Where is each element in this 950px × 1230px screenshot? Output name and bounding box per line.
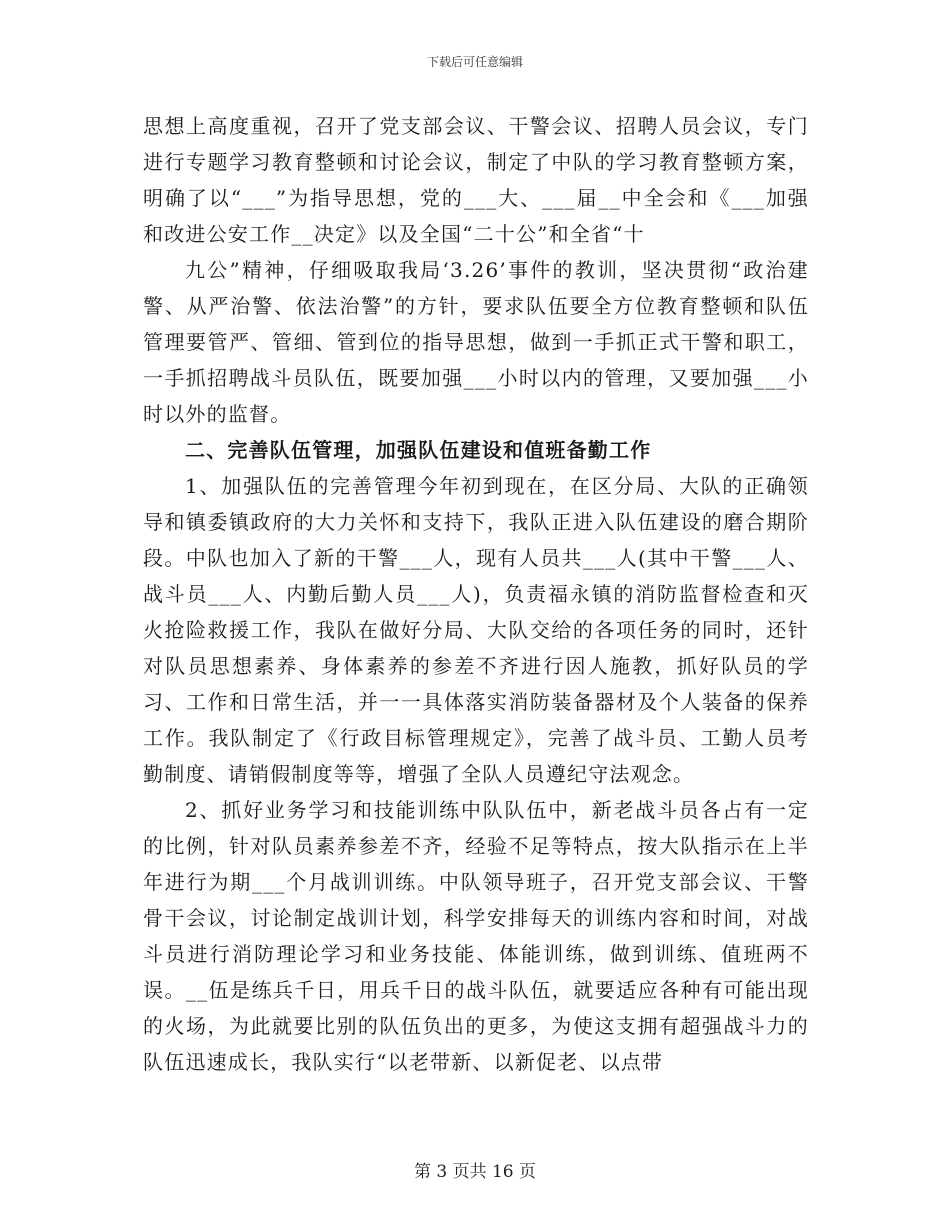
page-number: 第 3 页共 16 页 bbox=[413, 1162, 537, 1182]
document-body bbox=[143, 108, 809, 1080]
paragraph-4: 2、抓好业务学习和技能训练中队队伍中，新老战斗员各占有一定的比例，针对队员素养参差不齐，经验不足等特点，按大队指示在上半年进行为期___个月战训训练。中队领导班子，召开党支部会议、干警骨干会议，讨论制定战训计划，科学安排每天的训练内容和时间，对战斗员进行消防理论学习和业务技能、体能训练，做到训练、值班两不误。__伍是练兵千日，用兵千日的战斗队伍，就要适应各种有可能出现的火场，为此就要比别的队伍负出的更多，为使这支拥有超强战斗力的队伍迅速成长，我队实行“以老带新、以新促老、以点带 bbox=[143, 798, 809, 1074]
section-heading: 二、完善队伍管理，加强队伍建设和值班备勤工作 bbox=[185, 438, 652, 462]
paragraph-1: 思想上高度重视，召开了党支部会议、干警会议、招聘人员会议，专门进行专题学习教育整顿和讨论会议，制定了中队的学习教育整顿方案，明确了以“___”为指导思想，党的___大、___届__中全会和《___加强和改进公安工作__决定》以及全国“二十公”和全省“十 bbox=[143, 114, 809, 246]
paragraph-3: 1、加强队伍的完善管理今年初到现在，在区分局、大队的正确领导和镇委镇政府的大力关怀和支持下，我队正进入队伍建设的磨合期阶段。中队也加入了新的干警___人，现有人员共___人(其中干警___人、战斗员___人、内勤后勤人员___人)，负责福永镇的消防监督检查和灭火抢险救援工作，我队在做好分局、大队交给的各项任务的同时，还针对队员思想素养、身体素养的参差不齐进行因人施教，抓好队员的学习、工作和日常生活，并一一具体落实消防装备器材及个人装备的保养工作。我队制定了《行政目标管理规定》，完善了战斗员、工勤人员考勤制度、请销假制度等等，增强了全队人员遵纪守法观念。 bbox=[143, 474, 809, 786]
page-header-note: 下载后可任意编辑 bbox=[426, 55, 523, 69]
paragraph-2: 九公”精神，仔细吸取我局‘3.26’事件的教训，坚决贯彻“政治建警、从严治警、依法治警”的方针，要求队伍要全方位教育整顿和队伍管理要管严、管细、管到位的指导思想，做到一手抓正式干警和职工，一手抓招聘战斗员队伍，既要加强___小时以内的管理，又要加强___小时以外的监督。 bbox=[143, 258, 809, 426]
